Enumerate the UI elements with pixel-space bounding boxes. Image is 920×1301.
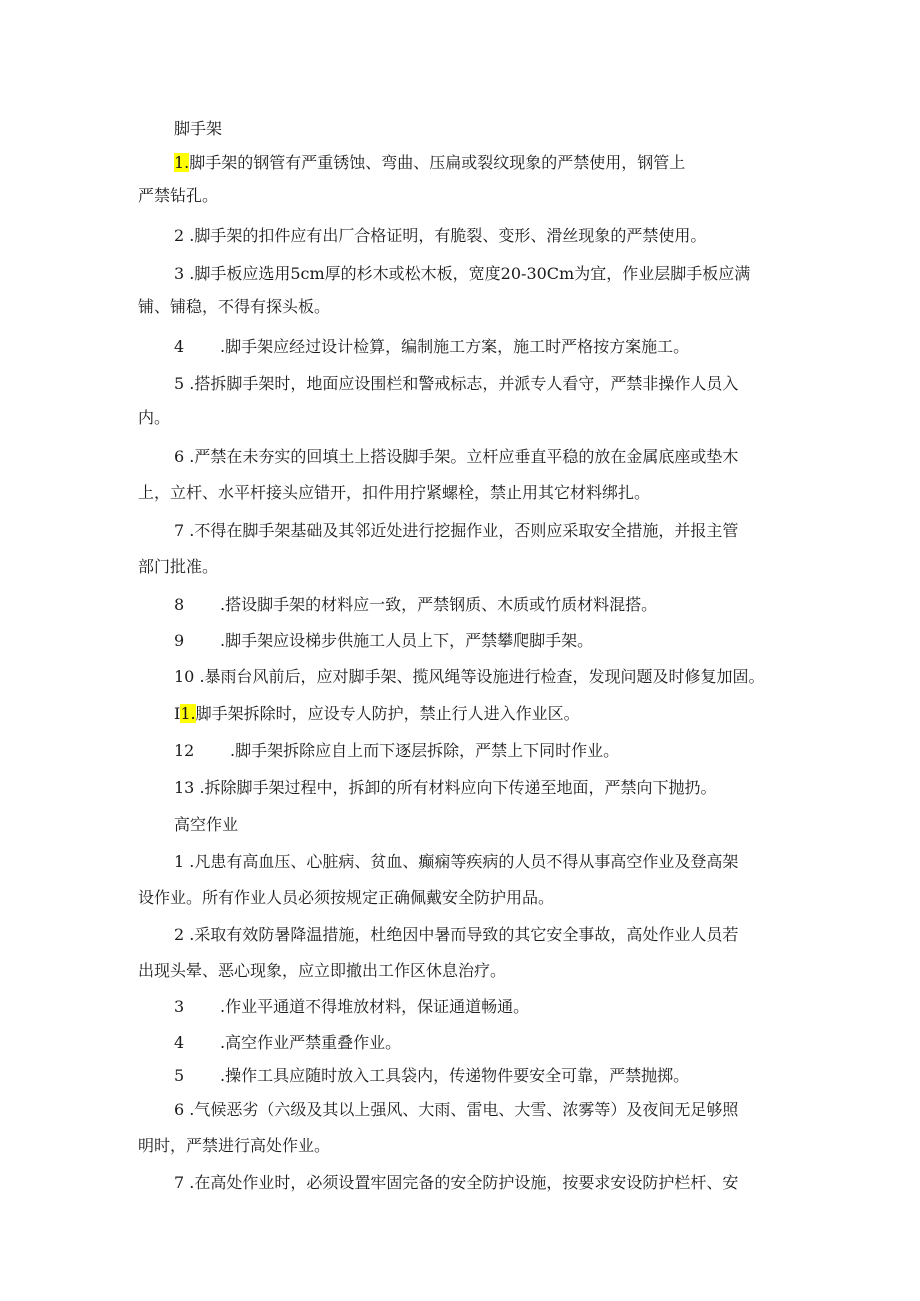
scaffold-item-6: 6 .严禁在未夯实的回填土上搭设脚手架。立杆应垂直平稳的放在金属底座或垫木 [174, 447, 739, 466]
scaffold-item-10: 10 .暴雨台风前后，应对脚手架、揽风绳等设施进行检查，发现问题及时修复加固。 [174, 667, 765, 686]
scaffold-item-3-cont: 铺、铺稳，不得有探头板。 [138, 297, 331, 316]
scaffold-item-8: 8 .搭设脚手架的材料应一致，严禁钢质、木质或竹质材料混搭。 [174, 595, 658, 614]
scaffold-item-13: 13 .拆除脚手架过程中，拆卸的所有材料应向下传递至地面，严禁向下抛扔。 [174, 778, 717, 797]
highlighted-number: 1. [174, 153, 190, 172]
high-altitude-item-1-cont: 设作业。所有作业人员必须按规定正确佩戴安全防护用品。 [138, 888, 555, 907]
section-heading-high-altitude: 高空作业 [174, 815, 239, 834]
scaffold-item-9: 9 .脚手架应设梯步供施工人员上下，严禁攀爬脚手架。 [174, 631, 594, 650]
section-heading-scaffold: 脚手架 [174, 119, 223, 138]
scaffold-item-5-cont: 内。 [138, 408, 171, 427]
scaffold-item-12: 12 .脚手架拆除应自上而下逐层拆除，严禁上下同时作业。 [174, 741, 620, 760]
high-altitude-item-2-cont: 出现头晕、恶心现象，应立即撤出工作区休息治疗。 [138, 961, 507, 980]
high-altitude-item-7: 7 .在高处作业时，必须设置牢固完备的安全防护设施，按要求安设防护栏杆、安 [174, 1173, 739, 1192]
scaffold-item-6-cont: 上，立杆、水平杆接头应错开，扣件用拧紧螺栓，禁止用其它材料绑扎。 [138, 483, 651, 502]
high-altitude-item-3: 3 .作业平通道不得堆放材料，保证通道畅通。 [174, 997, 530, 1016]
high-altitude-item-6: 6 .气候恶劣（六级及其以上强风、大雨、雷电、大雪、浓雾等）及夜间无足够照 [174, 1100, 739, 1119]
scaffold-item-7: 7 .不得在脚手架基础及其邻近处进行挖掘作业，否则应采取安全措施，并报主管 [174, 521, 739, 540]
scaffold-item-5: 5 .搭拆脚手架时，地面应设围栏和警戒标志，并派专人看守，严禁非操作人员入 [174, 374, 739, 393]
scaffold-item-3: 3 .脚手板应选用5cm厚的杉木或松木板，宽度20-30Cm为宜，作业层脚手板应满 [174, 264, 751, 283]
high-altitude-item-4: 4 .高空作业严禁重叠作业。 [174, 1033, 402, 1052]
scaffold-item-4: 4 .脚手架应经过设计检算，编制施工方案，施工时严格按方案施工。 [174, 337, 690, 356]
highlighted-number: 1. [180, 704, 196, 723]
scaffold-item-7-cont: 部门批准。 [138, 557, 219, 576]
scaffold-item-2: 2 .脚手架的扣件应有出厂合格证明，有脆裂、变形、滑丝现象的严禁使用。 [174, 226, 707, 245]
high-altitude-item-6-cont: 明时，严禁进行高处作业。 [138, 1136, 331, 1155]
high-altitude-item-1: 1 .凡患有高血压、心脏病、贫血、癫痫等疾病的人员不得从事高空作业及登高架 [174, 852, 739, 871]
high-altitude-item-5: 5 .操作工具应随时放入工具袋内，传递物件要安全可靠，严禁抛掷。 [174, 1066, 690, 1085]
scaffold-item-1: 1.脚手架的钢管有严重锈蚀、弯曲、压扁或裂纹现象的严禁使用，钢管上 [174, 153, 686, 172]
scaffold-item-11: I1.脚手架拆除时，应设专人防护，禁止行人进入作业区。 [174, 704, 580, 723]
high-altitude-item-2: 2 .采取有效防暑降温措施，杜绝因中暑而导致的其它安全事故，高处作业人员若 [174, 925, 739, 944]
scaffold-item-1-cont: 严禁钻孔。 [138, 186, 219, 205]
